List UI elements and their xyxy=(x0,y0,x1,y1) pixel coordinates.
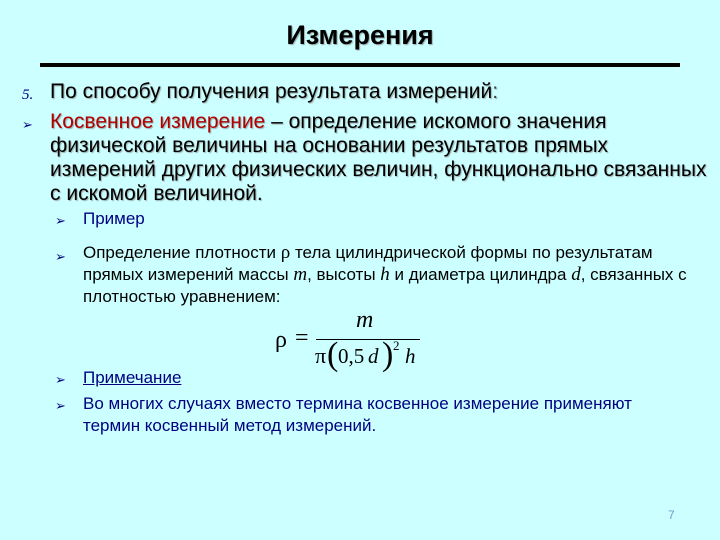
paren-close: ) xyxy=(382,336,394,373)
formula-d: d xyxy=(368,344,379,368)
example-text xyxy=(83,242,703,308)
formula-coef: 0,5 xyxy=(338,344,365,368)
note-label: Примечание xyxy=(83,368,182,387)
formula-numerator: m xyxy=(356,307,374,333)
note-text: Во многих случаях вместо термина косвенное измерение применяют термин косвенный метод измерений. xyxy=(83,394,632,435)
arrow-bullet-icon: ➢ xyxy=(55,249,66,264)
item2-paragraph xyxy=(50,110,710,206)
example-text-a: Определение плотности xyxy=(83,243,281,262)
formula-pi: π xyxy=(315,343,327,368)
arrow-bullet-icon: ➢ xyxy=(55,398,66,413)
arrow-bullet-icon: ➢ xyxy=(55,372,66,387)
arrow-bullet-icon: ➢ xyxy=(55,213,66,228)
example-text-e: , связанных с плотностью уравнением: xyxy=(83,265,687,306)
list-number: 5. xyxy=(22,87,34,103)
item1-label: По способу получения результата измерений xyxy=(50,80,493,103)
example-text-b: тела цилиндрической формы по результатам прямых измерений массы xyxy=(83,243,653,284)
page-number: 7 xyxy=(668,508,675,522)
arrow-bullet-icon: ➢ xyxy=(22,117,33,132)
example-text-c: , высоты xyxy=(307,265,381,284)
definition-text: – определение искомого значения физической величины на основании результатов прямых измерений других физических величин, функционально связанных с искомой величиной. xyxy=(50,110,707,205)
symbol-rho: ρ xyxy=(280,242,291,263)
example-label: Пример xyxy=(83,209,145,228)
symbol-h: h xyxy=(380,264,390,285)
term-indirect-measurement: Косвенное измерение xyxy=(50,110,266,133)
slide-title: Измерения xyxy=(286,20,434,50)
symbol-m: m xyxy=(293,264,308,285)
paren-open: ( xyxy=(327,336,339,373)
symbol-d: d xyxy=(571,264,581,285)
title-underline xyxy=(40,63,680,67)
item1-text xyxy=(50,80,498,104)
example-text-d: и диаметра цилиндра xyxy=(389,265,572,284)
density-formula xyxy=(270,305,440,380)
formula-rho: ρ xyxy=(275,327,287,353)
item1-colon: : xyxy=(492,80,499,103)
formula-equals: = xyxy=(295,325,309,351)
formula-h: h xyxy=(405,344,416,368)
formula-exponent: 2 xyxy=(393,338,400,353)
